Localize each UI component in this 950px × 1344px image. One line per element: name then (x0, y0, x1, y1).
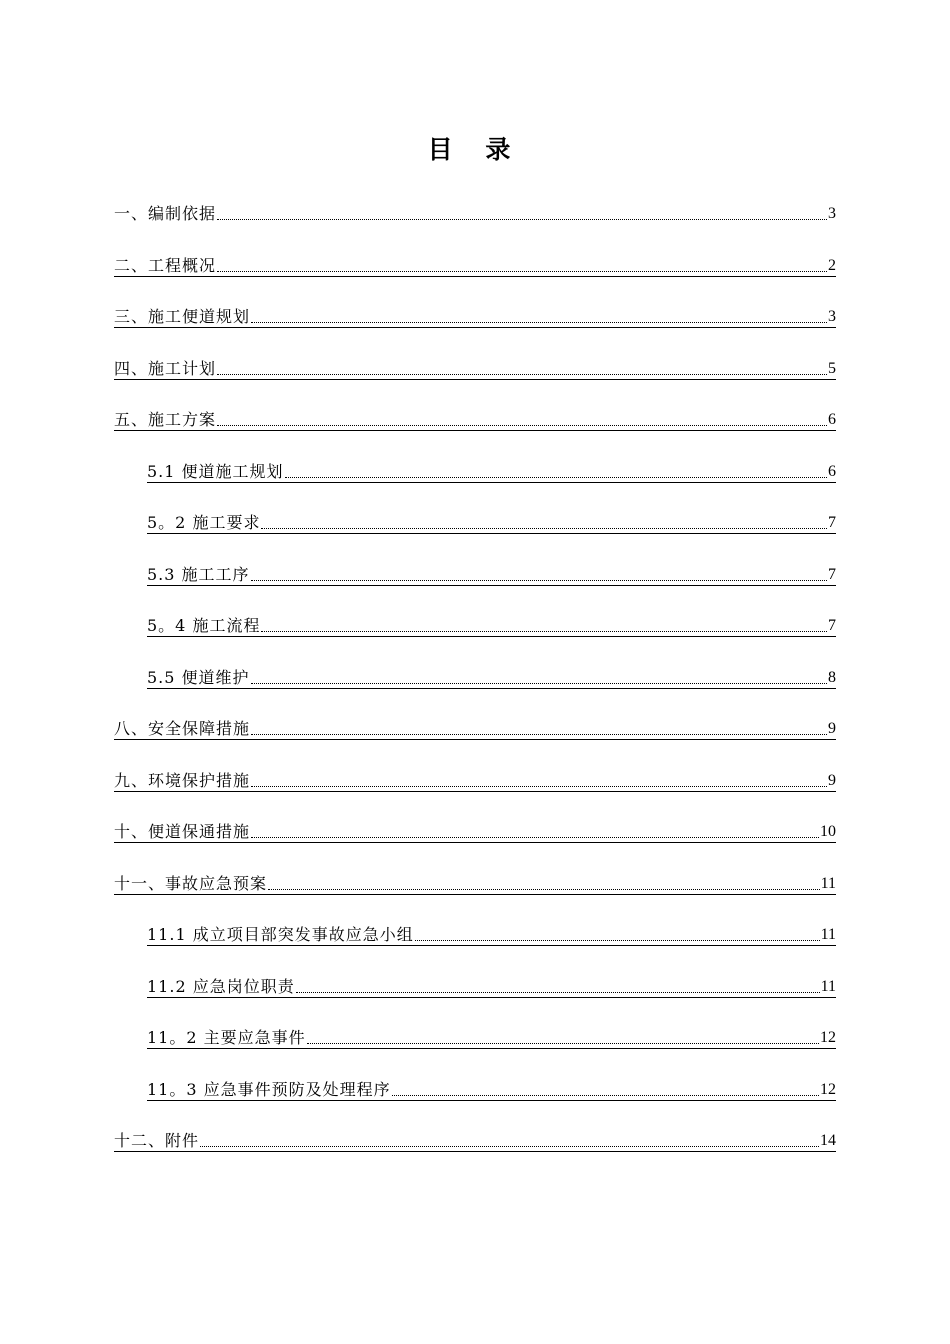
toc-entry-text: 四、施工计划 (114, 358, 217, 378)
toc-entry[interactable] (114, 250, 836, 302)
toc-entry[interactable] (114, 198, 836, 250)
toc-entry-page-number: 3 (828, 205, 836, 222)
dot-leader (296, 977, 820, 997)
toc-entry-link[interactable] (114, 307, 836, 328)
toc-entry-text: 十一、事故应急预案 (114, 873, 268, 893)
toc-entry-text: 五、施工方案 (114, 410, 217, 429)
dot-leader (251, 565, 827, 585)
dot-leader (261, 616, 827, 636)
dot-leader (251, 307, 827, 327)
dot-leader (415, 925, 820, 945)
toc-entry-link[interactable] (114, 822, 836, 843)
toc-entry[interactable] (114, 610, 836, 662)
toc-entry-link[interactable] (114, 204, 836, 224)
toc-entry-link[interactable] (147, 462, 836, 483)
toc-entry[interactable] (114, 919, 836, 971)
toc-entry-page-number: 12 (820, 1080, 836, 1098)
toc-entry[interactable] (114, 1022, 836, 1074)
toc-entry-page-number: 12 (820, 1029, 836, 1046)
toc-entry-page-number: 6 (828, 462, 836, 480)
dot-leader (251, 822, 819, 842)
dot-leader (217, 204, 827, 224)
dot-leader (392, 1080, 819, 1100)
toc-entry-page-number: 9 (828, 720, 836, 737)
toc-entry[interactable] (114, 456, 836, 508)
toc-title: 目 录 (427, 135, 523, 164)
toc-entry[interactable] (114, 301, 836, 353)
toc-entry-page-number: 5 (828, 359, 836, 377)
toc-entry-text: 11。3 应急事件预防及处理程序 (147, 1079, 391, 1099)
dot-leader (217, 359, 827, 379)
toc-entry-page-number: 7 (828, 617, 836, 634)
toc-entry-text: 5.1 便道施工规划 (147, 461, 284, 481)
toc-entry-text: 九、环境保护措施 (114, 770, 251, 790)
toc-entry-link[interactable] (147, 565, 836, 586)
dot-leader (217, 410, 827, 430)
toc-entry[interactable] (114, 1074, 836, 1126)
toc-entry-link[interactable] (114, 874, 836, 895)
toc-entry-page-number: 11 (820, 926, 836, 943)
toc-entry-page-number: 14 (820, 1132, 836, 1149)
toc-entry-text: 11。2 主要应急事件 (147, 1028, 306, 1047)
toc-entry[interactable] (114, 353, 836, 405)
toc-entry-link[interactable] (114, 256, 836, 277)
toc-entry[interactable] (114, 404, 836, 456)
toc-entry-page-number: 2 (828, 256, 836, 274)
toc-entry[interactable] (114, 713, 836, 765)
toc-entry[interactable] (114, 971, 836, 1023)
table-of-contents (114, 198, 836, 1177)
toc-entry[interactable] (114, 765, 836, 817)
toc-entry-page-number: 6 (828, 411, 836, 428)
toc-entry-page-number: 7 (828, 514, 836, 531)
dot-leader (261, 513, 827, 533)
toc-entry-text: 5。2 施工要求 (147, 513, 261, 532)
dot-leader (251, 719, 827, 739)
toc-entry-text: 一、编制依据 (114, 204, 217, 223)
toc-entry-page-number: 7 (828, 565, 836, 583)
toc-entry-text: 11.1 成立项目部突发事故应急小组 (147, 925, 414, 944)
toc-entry-page-number: 10 (820, 823, 836, 840)
toc-entry-link[interactable] (114, 1131, 836, 1152)
toc-entry-link[interactable] (147, 513, 836, 534)
dot-leader (268, 874, 820, 894)
dot-leader (251, 668, 827, 688)
toc-entry-page-number: 11 (820, 874, 836, 892)
toc-entry-link[interactable] (147, 925, 836, 946)
toc-entry-text: 11.2 应急岗位职责 (147, 976, 295, 996)
toc-entry[interactable] (114, 868, 836, 920)
toc-entry[interactable] (114, 1125, 836, 1177)
toc-entry-text: 十、便道保通措施 (114, 822, 251, 841)
toc-entry-text: 5.5 便道维护 (147, 667, 250, 687)
toc-entry-link[interactable] (147, 1080, 836, 1101)
toc-entry-link[interactable] (147, 616, 836, 637)
dot-leader (251, 771, 827, 791)
toc-entry[interactable] (114, 816, 836, 868)
toc-entry-link[interactable] (147, 977, 836, 998)
toc-entry-link[interactable] (147, 1028, 836, 1049)
dot-leader (285, 462, 827, 482)
toc-entry[interactable] (114, 507, 836, 559)
toc-entry-link[interactable] (114, 771, 836, 792)
toc-entry-text: 5。4 施工流程 (147, 616, 261, 635)
toc-entry-text: 三、施工便道规划 (114, 307, 251, 326)
dot-leader (217, 256, 827, 276)
toc-entry-page-number: 9 (828, 771, 836, 789)
toc-entry-link[interactable] (147, 668, 836, 689)
toc-entry-link[interactable] (114, 719, 836, 740)
toc-entry[interactable] (114, 559, 836, 611)
toc-entry-page-number: 11 (820, 977, 836, 995)
dot-leader (307, 1028, 819, 1048)
toc-entry-page-number: 3 (828, 308, 836, 325)
toc-entry-text: 5.3 施工工序 (147, 564, 250, 584)
toc-entry-page-number: 8 (828, 668, 836, 686)
toc-entry-text: 二、工程概况 (114, 255, 217, 275)
toc-entry-link[interactable] (114, 359, 836, 380)
toc-entry[interactable] (114, 662, 836, 714)
toc-entry-link[interactable] (114, 410, 836, 431)
toc-entry-text: 十二、附件 (114, 1131, 200, 1150)
dot-leader (200, 1131, 819, 1151)
toc-entry-text: 八、安全保障措施 (114, 719, 251, 738)
